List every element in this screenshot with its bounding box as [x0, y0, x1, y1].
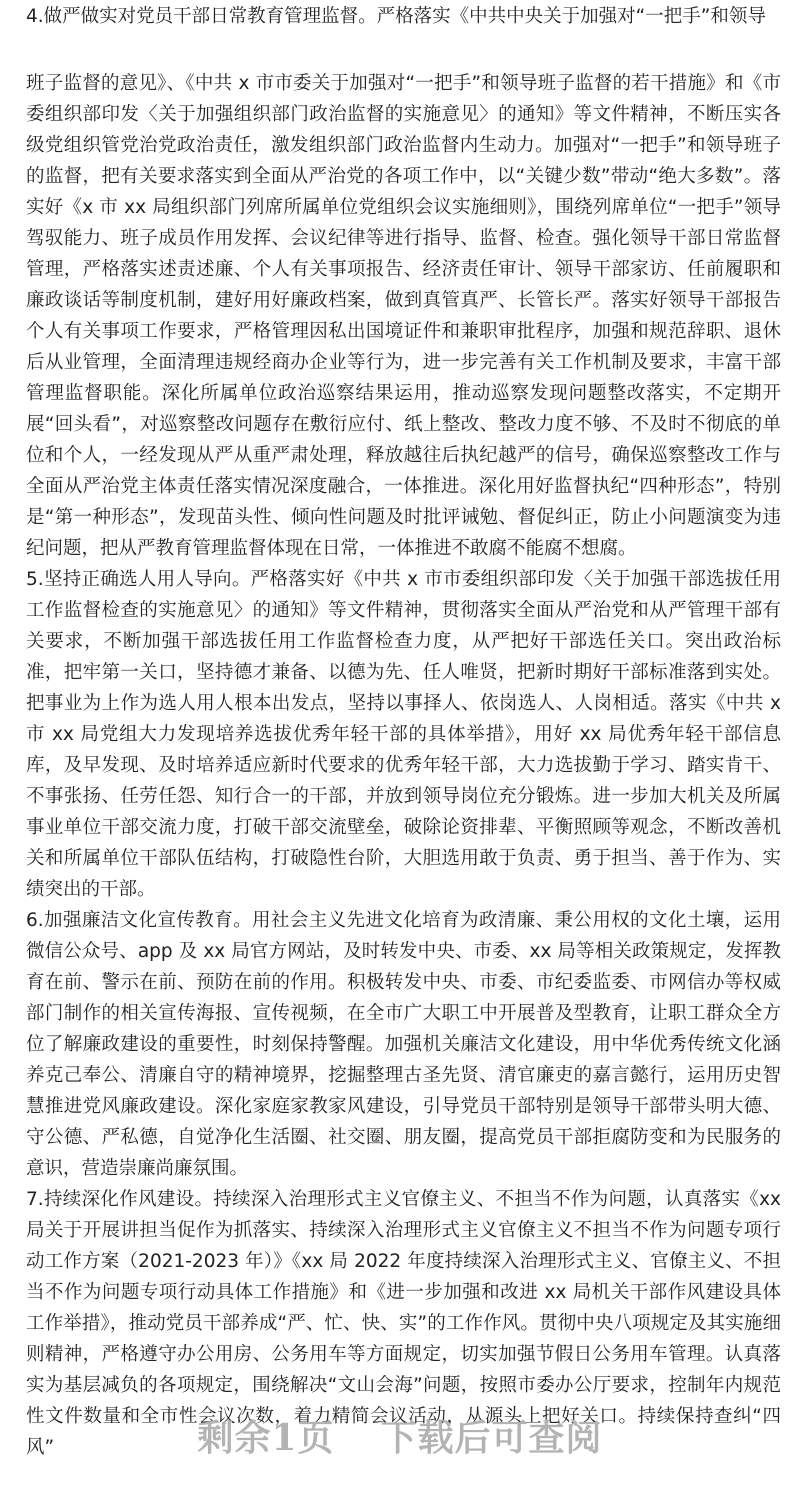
download-banner[interactable]: [0, 1400, 800, 1470]
document-body: [26, 68, 781, 1463]
paragraph-7: 7.持续深化作风建设。持续深入治理形式主义官僚主义、不担当不作为问题，认真落实《xx 局关于开展讲担当促作为抓落实、持续深入治理形式主义官僚主义不担当不作为问题专项行动工作方案（2021-2023 年）》《xx 局 2022 年度持续深入治理形式主义、官僚主义、不担当不作为问题专项行动具体工作措施》和《进一步加强和改进 xx 局机关干部作风建设具体工作举措》，推动党员干部养成“严、忙、快、实”的工作作风。贯彻中央八项规定及其实施细则精神，严格遵守办公用房、公务用车等方面规定，切实加强节假日公务用车管理。认真落实为基层减负的各项规定，围绕解决“文山会海”问题，按照市委办公厅要求，控制年内规范性文件数量和全市性会议次数，着力精简会议活动，从源头上把好关口。持续保持查纠“四风”: [26, 1189, 781, 1458]
paragraph-4-continued: 班子监督的意见》、《中共 x 市市委关于加强对“一把手”和领导班子监督的若干措施》和《市委组织部印发〈关于加强组织部门政治监督的实施意见〉的通知》等文件精神，不断压实各级党组织管党治党政治责任，激发组织部门政治监督内生动力。加强对“一把手”和领导班子的监督，把有关要求落实到全面从严治党的各项工作中，以“关键少数”带动“绝大多数”。落实好《x 市 xx 局组织部门列席所属单位党组织会议实施细则》，围绕列席单位“一把手”领导驾驭能力、班子成员作用发挥、会议纪律等进行指导、监督、检查。强化领导干部日常监督管理，严格落实述责述廉、个人有关事项报告、经济责任审计、领导干部家访、任前履职和廉政谈话等制度机制，建好用好廉政档案，做到真管真严、长管长严。落实好领导干部报告个人有关事项工作要求，严格管理因私出国境证件和兼职审批程序，加强和规范辞职、退休后从业管理，全面清理违规经商办企业等行为，进一步完善有关工作机制及要求，丰富干部管理监督职能。深化所属单位政治巡察结果运用，推动巡察发现问题整改落实，不定期开展“回头看”，对巡察整改问题存在敷衍应付、纸上整改、整改力度不够、不及时不彻底的单位和个人，一经发现从严从重严肃处理，释放越往后执纪越严的信号，确保巡察整改工作与全面从严治党主体责任落实情况深度融合，一体推进。深化用好监督执纪“四种形态”，特别是“第一种形态”，发现苗头性、倾向性问题及时批评诫勉、督促纠正，防止小问题演变为违纪问题，把从严教育管理监督体现在日常，一体推进不敢腐不能腐不想腐。: [26, 73, 781, 559]
paragraph-6: 6.加强廉洁文化宣传教育。用社会主义先进文化培育为政清廉、秉公用权的文化土壤，运用微信公众号、app 及 xx 局官方网站，及时转发中央、市委、xx 局等相关政策规定，发挥教育在前、警示在前、预防在前的作用。积极转发中央、市委、市纪委监委、市网信办等权威部门制作的相关宣传海报、宣传视频，在全市广大职工中开展普及型教育，让职工群众全方位了解廉政建设的重要性，时刻保持警醒。加强机关廉洁文化建设，用中华优秀传统文化涵养克己奉公、清廉自守的精神境界，挖掘整理古圣先贤、清官廉吏的嘉言懿行，运用历史智慧推进党风廉政建设。深化家庭家教家风建设，引导党员干部特别是领导干部带头明大德、守公德、严私德，自觉净化生活圈、社交圈、朋友圈，提高党员干部拒腐防变和为民服务的意识，营造崇廉尚廉氛围。: [26, 910, 781, 1179]
download-hint-label: 下载后可查阅: [380, 1416, 603, 1459]
document-top-line: 4.做严做实对党员干部日常教育管理监督。严格落实《中共中央关于加强对“一把手”和领导: [26, 6, 766, 27]
remaining-pages-label: 剩余1页: [197, 1416, 335, 1459]
paragraph-5: 5.坚持正确选人用人导向。严格落实好《中共 x 市市委组织部印发〈关于加强干部选拔任用工作监督检查的实施意见〉的通知》等文件精神，贯彻落实全面从严治党和从严管理干部有关要求，不断加强干部选拔任用工作监督检查力度，从严把好干部选任关口。突出政治标准，把牢第一关口，坚持德才兼备、以德为先、任人唯贤，把新时期好干部标准落到实处。把事业为上作为选人用人根本出发点，坚持以事择人、依岗选人、人岗相适。落实《中共 x 市 xx 局党组大力发现培养选拔优秀年轻干部的具体举措》，用好 xx 局优秀年轻干部信息库，及早发现、及时培养适应新时代要求的优秀年轻干部，大力选拔勤于学习、踏实肯干、不事张扬、任劳任怨、知行合一的干部，并放到领导岗位充分锻炼。进一步加大机关及所属事业单位干部交流力度，打破干部交流壁垒，破除论资排辈、平衡照顾等观念，不断改善机关和所属单位干部队伍结构，打破隐性台阶，大胆选用敢于负责、勇于担当、善于作为、实绩突出的干部。: [26, 569, 781, 900]
